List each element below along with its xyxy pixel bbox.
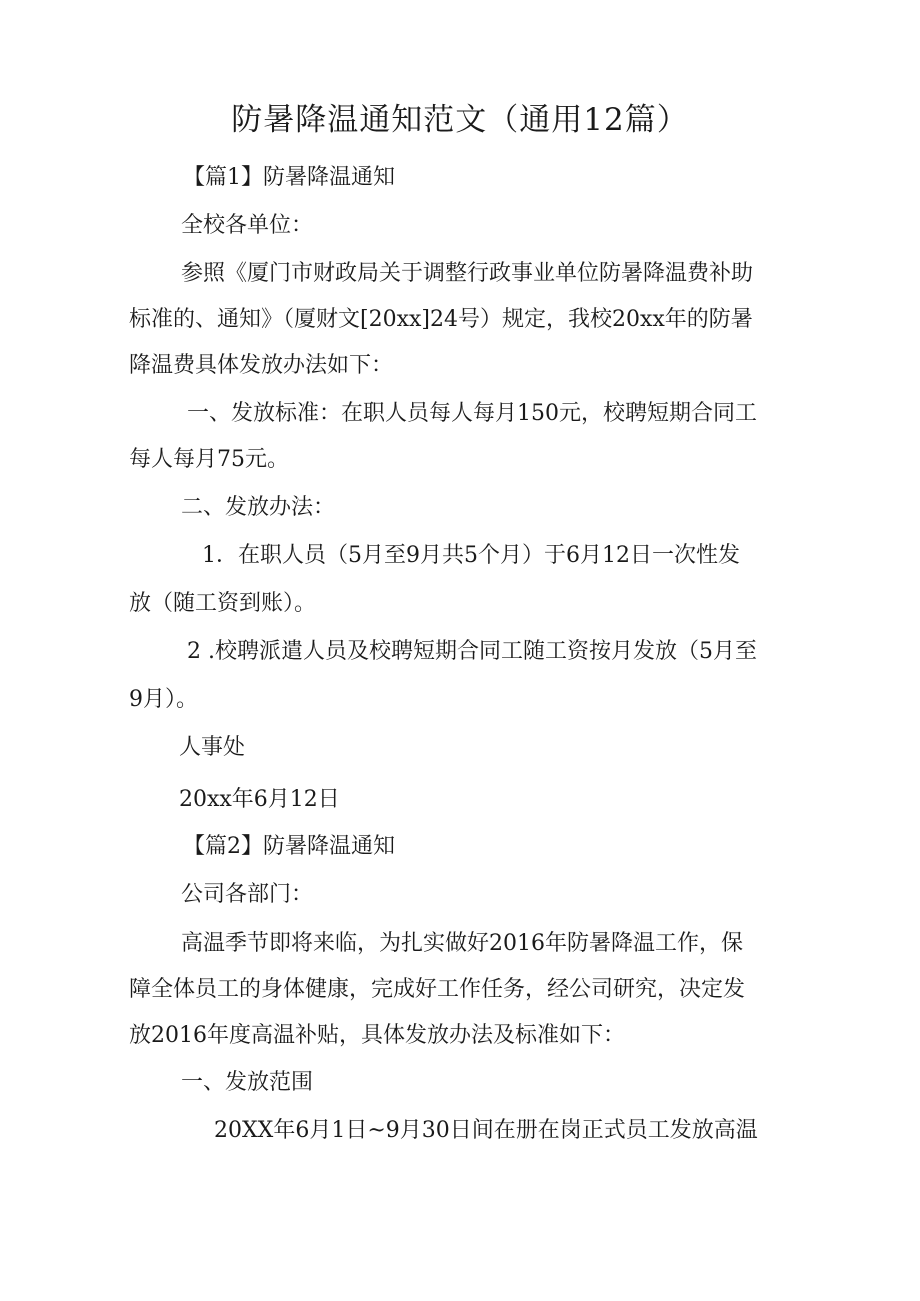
paragraph-line: 参照《厦门市财政局关于调整行政事业单位防暑降温费补助 bbox=[181, 261, 754, 286]
paragraph-line: 放2016年度高温补贴，具体发放办法及标准如下： bbox=[129, 1023, 625, 1048]
paragraph-line: 障全体员工的身体健康，完成好工作任务，经公司研究，决定发 bbox=[129, 977, 746, 1002]
signature-date: 20xx年6月12日 bbox=[179, 787, 340, 812]
paragraph-line: 降温费具体发放办法如下： bbox=[129, 353, 394, 378]
paragraph-line: 1．在职人员（5月至9月共5个月）于6月12日一次性发 bbox=[202, 543, 740, 568]
paragraph-line: 高温季节即将来临，为扎实做好2016年防暑降温工作，保 bbox=[181, 931, 743, 956]
paragraph-line: 20XX年6月1日~9月30日间在册在岗正式员工发放高温 bbox=[214, 1118, 758, 1143]
section-heading-1: 【篇1】防暑降温通知 bbox=[183, 165, 395, 190]
paragraph-line: 标准的、通知》（厦财文[20xx]24号）规定，我校20xx年的防暑 bbox=[129, 307, 753, 332]
salutation-1: 全校各单位： bbox=[181, 213, 314, 238]
salutation-2: 公司各部门： bbox=[181, 882, 314, 907]
paragraph-line: 一、发放标准：在职人员每人每月150元，校聘短期合同工 bbox=[187, 401, 757, 426]
paragraph-line: 每人每月75元。 bbox=[129, 447, 289, 472]
paragraph-line: 2 .校聘派遣人员及校聘短期合同工随工资按月发放（5月至 bbox=[187, 639, 757, 664]
section-heading-2: 【篇2】防暑降温通知 bbox=[183, 834, 395, 859]
paragraph-line: 一、发放范围 bbox=[181, 1070, 314, 1095]
paragraph-line: 9月）。 bbox=[129, 687, 198, 712]
signature-department: 人事处 bbox=[179, 735, 246, 760]
paragraph-line: 二、发放办法： bbox=[181, 495, 336, 520]
document-title: 防暑降温通知范文（通用12篇） bbox=[231, 102, 689, 138]
paragraph-line: 放（随工资到账）。 bbox=[129, 591, 317, 616]
